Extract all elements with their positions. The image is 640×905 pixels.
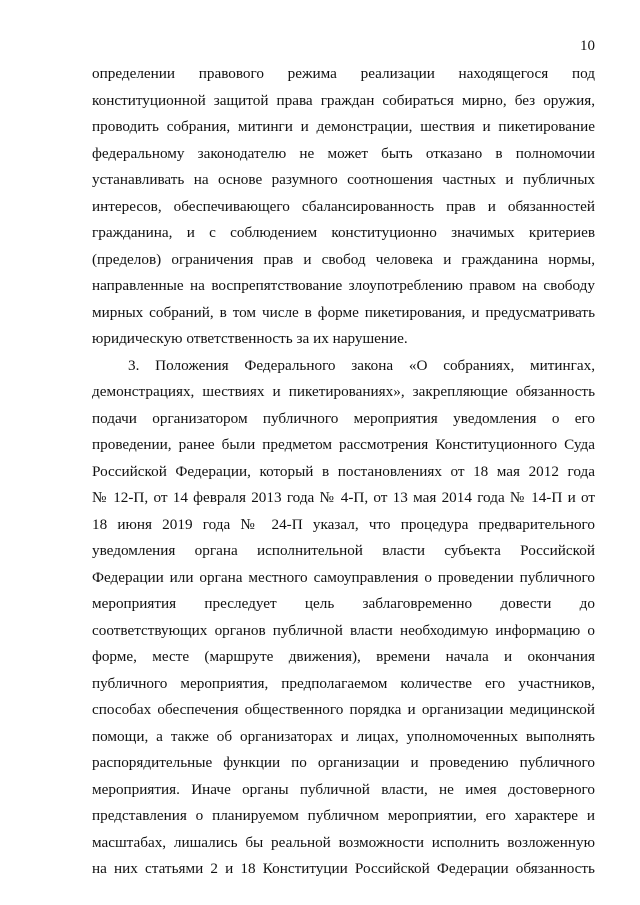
text-line: Федерации или органа местного самоуправления о проведении публичного: [92, 568, 595, 586]
text-line: мирных собраний, в том числе в форме пикетирования, и предусматривать: [92, 303, 595, 321]
text-line: на них статьями 2 и 18 Конституции Российской Федерации обязанность: [92, 860, 595, 877]
text-line: подачи организатором публичного мероприятия уведомления о его: [92, 409, 595, 427]
text-line: мероприятия преследует цель заблаговременно довести до: [92, 595, 595, 612]
text-line: способах обеспечения общественного порядка и организации медицинской: [92, 701, 595, 718]
document-body: [92, 61, 595, 883]
text-line: помощи, а также об организаторах и лицах, уполномоченных выполнять: [92, 727, 595, 745]
page-number: 10: [580, 38, 595, 54]
text-line: устанавливать на основе разумного соотношения частных и публичных: [92, 171, 595, 188]
text-line: федеральному законодателю не может быть отказано в полномочии: [92, 144, 595, 162]
text-line: проведении, ранее были предметом рассмотрения Конституционного Суда: [92, 436, 595, 453]
text-line: форме, месте (маршруте движения), времени начала и окончания: [92, 648, 595, 665]
text-line: гражданина, и с соблюдением конституционно значимых критериев: [92, 224, 595, 241]
paragraph-last-line: юридическую ответственность за их нарушение.: [92, 330, 408, 347]
text-line: интересов, обеспечивающего сбалансированность прав и обязанностей: [92, 197, 595, 215]
text-line: (пределов) ограничения прав и свобод человека и гражданина нормы,: [92, 250, 595, 268]
text-line: уведомления органа исполнительной власти субъекта Российской: [92, 542, 595, 559]
text-line: представления о планируемом публичном мероприятии, его характере и: [92, 807, 595, 824]
text-line: Российской Федерации, который в постановлениях от 18 мая 2012 года: [92, 462, 595, 480]
text-line: масштабах, лишались бы реальной возможности исполнить возложенную: [92, 833, 595, 851]
text-line: распорядительные функции по организации и проведению публичного: [92, 754, 595, 771]
text-line: направленные на воспрепятствование злоупотреблению правом на свободу: [92, 277, 595, 294]
text-line: демонстрациях, шествиях и пикетированиях», закрепляющие обязанность: [92, 383, 595, 400]
text-line: 18 июня 2019 года № 24-П указал, что процедура предварительного: [92, 515, 595, 533]
text-line: соответствующих органов публичной власти необходимую информацию о: [92, 621, 595, 639]
text-line: проводить собрания, митинги и демонстрации, шествия и пикетирование: [92, 118, 595, 135]
paragraph-first-line: 3. Положения Федерального закона «О собраниях, митингах,: [128, 356, 595, 374]
text-line: мероприятия. Иначе органы публичной власти, не имея достоверного: [92, 780, 595, 798]
text-line: № 12-П, от 14 февраля 2013 года № 4-П, от 13 мая 2014 года № 14-П и от: [92, 489, 595, 506]
text-line: публичного мероприятия, предполагаемом количестве его участников,: [92, 674, 595, 692]
text-line: конституционной защитой права граждан собираться мирно, без оружия,: [92, 91, 595, 109]
text-line: определении правового режима реализации находящегося под: [92, 65, 595, 82]
